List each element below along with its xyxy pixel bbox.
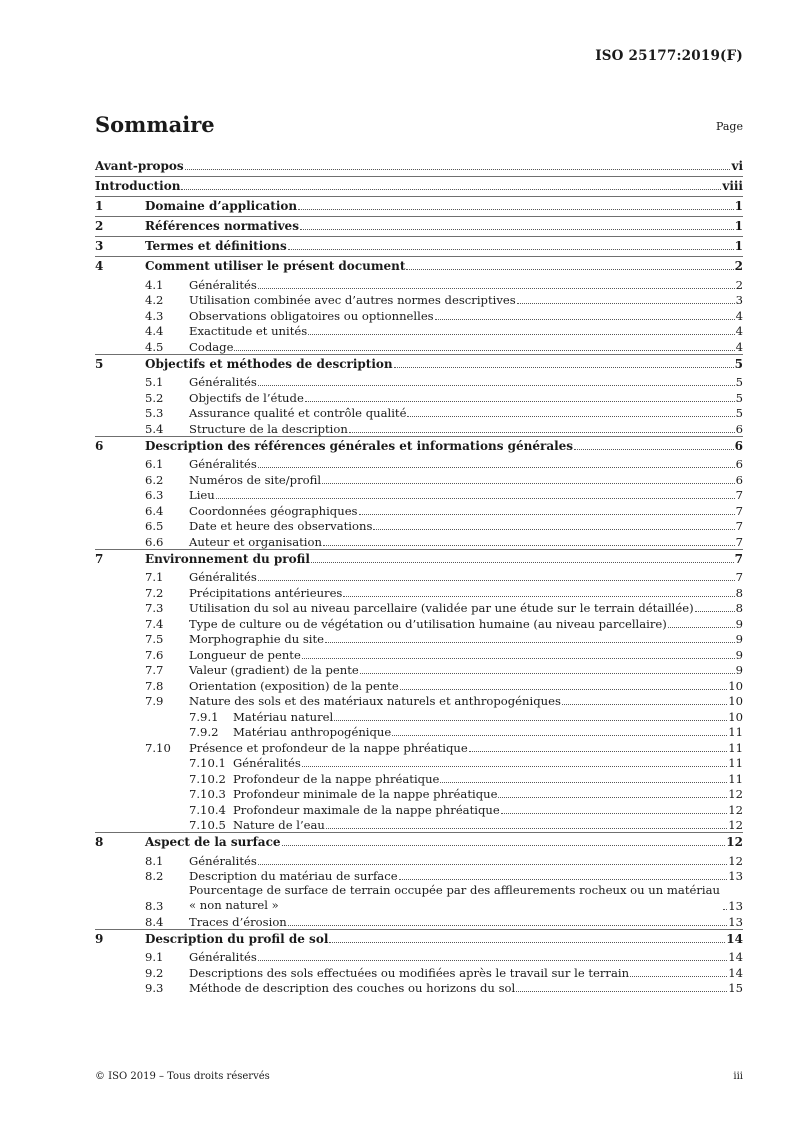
toc-entry-page: 14 — [726, 931, 743, 946]
toc-entry[interactable] — [95, 569, 743, 585]
toc-entry-number: 5.1 — [145, 375, 164, 389]
toc-entry[interactable] — [95, 786, 743, 802]
toc-entry-title: Codage — [189, 339, 234, 354]
toc-entry-page: 4 — [735, 308, 743, 323]
toc-dot-leader — [516, 991, 727, 992]
toc-dot-leader — [400, 689, 728, 690]
toc-entry[interactable] — [95, 817, 743, 833]
toc-entry-page: 1 — [734, 219, 743, 233]
toc-entry[interactable] — [95, 256, 743, 276]
toc-entry-number: 7.10.3 — [189, 787, 226, 801]
toc-dot-leader — [329, 942, 725, 943]
toc-entry-page: 12 — [728, 787, 743, 801]
toc-entry-page: 10 — [728, 678, 743, 693]
toc-entry-number: 4.1 — [145, 277, 164, 292]
toc-entry-number: 2 — [95, 219, 104, 233]
toc-entry-page: 12 — [726, 835, 743, 849]
toc-entry-page: 2 — [735, 277, 743, 292]
toc-entry-page: 4 — [735, 339, 743, 354]
toc-entry-number: 7.1 — [145, 570, 164, 584]
toc-entry[interactable] — [95, 801, 743, 817]
toc-entry[interactable] — [95, 196, 743, 216]
toc-dot-leader — [258, 288, 735, 289]
toc-entry-number: 7.10 — [145, 740, 171, 755]
toc-dot-leader — [308, 334, 734, 335]
toc-entry[interactable] — [95, 471, 743, 487]
toc-dot-leader — [302, 766, 727, 767]
toc-dot-leader — [258, 864, 727, 865]
toc-dot-leader — [258, 467, 735, 468]
toc-entry-number: 9.1 — [145, 950, 164, 964]
toc-entry[interactable] — [95, 518, 743, 534]
toc-entry[interactable] — [95, 883, 743, 913]
toc-entry-number: 6.2 — [145, 472, 164, 487]
toc-entry[interactable] — [95, 156, 743, 176]
toc-entry[interactable] — [95, 323, 743, 339]
toc-entry-number: 7.10.4 — [189, 802, 226, 817]
toc-entry-title: Objectifs et méthodes de description — [145, 356, 393, 371]
toc-entry-number: 7.2 — [145, 585, 164, 600]
toc-entry[interactable] — [95, 646, 743, 662]
toc-dot-leader — [399, 879, 728, 880]
toc-dot-leader — [300, 229, 734, 230]
toc-dot-leader — [258, 580, 735, 581]
toc-entry[interactable] — [95, 600, 743, 616]
toc-entry-title: Généralités — [233, 756, 301, 770]
toc-entry-title: Avant-propos — [95, 159, 184, 173]
toc-entry[interactable] — [95, 405, 743, 421]
toc-entry-title: Objectifs de l’étude — [189, 390, 304, 405]
page-column-label: Page — [715, 120, 743, 133]
toc-entry-title: Auteur et organisation — [189, 534, 322, 549]
toc-dot-leader — [562, 704, 727, 705]
toc-entry-title: Description du matériau de surface — [189, 869, 398, 883]
toc-entry-title: Valeur (gradient) de la pente — [189, 663, 359, 677]
toc-entry-page: 12 — [728, 853, 743, 868]
toc-entry-number: 7.10.2 — [189, 771, 226, 786]
toc-entry[interactable] — [95, 584, 743, 600]
toc-entry-number: 3 — [95, 239, 104, 253]
toc-entry-title: Domaine d’application — [145, 199, 298, 213]
toc-entry-title: Longueur de pente — [189, 647, 301, 662]
toc-entry-page: 9 — [735, 663, 743, 677]
toc-dot-leader — [406, 269, 733, 270]
toc-entry-page: 11 — [728, 756, 743, 770]
toc-entry-number: 7.10.5 — [189, 818, 226, 832]
toc-entry-page: 12 — [728, 818, 743, 832]
toc-dot-leader — [501, 813, 728, 814]
toc-entry[interactable] — [95, 549, 743, 569]
toc-entry-title: Date et heure des observations — [189, 519, 373, 533]
toc-entry-number: 9.2 — [145, 965, 164, 980]
toc-dot-leader — [407, 416, 734, 417]
toc-entry-title: Termes et définitions — [145, 239, 287, 253]
toc-entry-title: Introduction — [95, 179, 181, 193]
toc-entry[interactable] — [95, 868, 743, 884]
toc-dot-leader — [498, 797, 727, 798]
toc-entry[interactable] — [95, 631, 743, 647]
toc-entry-number: 7.3 — [145, 601, 164, 615]
toc-entry-title: Généralités — [189, 457, 257, 471]
toc-entry-title: Description du profil de sol — [145, 931, 329, 946]
toc-entry-page: 10 — [728, 709, 743, 724]
toc-entry-page: 5 — [735, 406, 743, 420]
toc-entry-page: 7 — [735, 503, 743, 518]
toc-entry-number: 5.3 — [145, 406, 164, 420]
toc-entry-title: Description des références générales et informations générales — [145, 438, 574, 453]
toc-entry-title: Profondeur de la nappe phréatique — [233, 771, 440, 786]
toc-dot-leader — [282, 845, 726, 846]
toc-entry-page: 6 — [735, 457, 743, 471]
toc-dot-leader — [343, 596, 734, 597]
toc-entry-number: 4.5 — [145, 339, 164, 354]
toc-entry-title: Structure de la description — [189, 421, 348, 436]
toc-dot-leader — [349, 432, 735, 433]
toc-dot-leader — [695, 611, 735, 612]
toc-entry-title: Matériau anthropogénique — [233, 725, 392, 739]
toc-entry[interactable] — [95, 292, 743, 308]
toc-entry-page: 5 — [734, 356, 743, 371]
toc-entry-title: Profondeur minimale de la nappe phréatique — [233, 787, 498, 801]
toc-entry-number: 5.4 — [145, 421, 164, 436]
toc-entry-title: Méthode de description des couches ou horizons du sol — [189, 981, 516, 995]
toc-entry[interactable] — [95, 832, 743, 852]
toc-entry[interactable] — [95, 338, 743, 354]
toc-entry-page: 4 — [735, 324, 743, 338]
toc-entry-number: 8.3 — [145, 899, 164, 913]
toc-entry-title: Généralités — [189, 853, 257, 868]
toc-entry-title: Généralités — [189, 570, 257, 584]
toc-entry-title: Utilisation du sol au niveau parcellaire (validée par une étude sur le terrain détaillée) — [189, 601, 694, 615]
toc-entry-number: 4 — [95, 259, 104, 273]
toc-entry-number: 1 — [95, 199, 104, 213]
toc-entry-number: 7.4 — [145, 616, 164, 631]
toc-entry-title: Généralités — [189, 277, 257, 292]
toc-entry-title: Nature de l’eau — [233, 818, 325, 832]
toc-dot-leader — [394, 367, 734, 368]
toc-dot-leader — [185, 169, 731, 170]
toc-dot-leader — [392, 735, 727, 736]
toc-entry-number: 9.3 — [145, 981, 164, 995]
toc-entry-page: 10 — [728, 694, 743, 708]
toc-entry-title: Exactitude et unités — [189, 324, 308, 338]
toc-entry-page: 13 — [728, 914, 743, 929]
toc-dot-leader — [216, 498, 735, 499]
toc-entry-title: Références normatives — [145, 219, 299, 233]
toc-dot-leader — [440, 782, 727, 783]
toc-entry-title: Comment utiliser le présent document — [145, 259, 406, 273]
toc-entry-title: Lieu — [189, 488, 215, 502]
toc-entry[interactable] — [95, 615, 743, 631]
toc-entry[interactable] — [95, 502, 743, 518]
toc-dot-leader — [323, 545, 735, 546]
toc-entry-title: Généralités — [189, 950, 257, 964]
toc-entry[interactable] — [95, 913, 743, 929]
toc-entry-title: Type de culture ou de végétation ou d’utilisation humaine (au niveau parcellaire) — [189, 616, 667, 631]
toc-entry-number: 9 — [95, 931, 104, 946]
toc-dot-leader — [360, 673, 735, 674]
toc-entry-number: 7.10.1 — [189, 756, 226, 770]
toc-entry-number: 5.2 — [145, 390, 164, 405]
toc-entry[interactable] — [95, 964, 743, 980]
toc-dot-leader — [298, 209, 734, 210]
toc-entry-page: 6 — [735, 472, 743, 487]
toc-entry-number: 6.6 — [145, 534, 164, 549]
toc-entry[interactable] — [95, 389, 743, 405]
toc-entry[interactable] — [95, 677, 743, 693]
toc-entry-title: Présence et profondeur de la nappe phréatique — [189, 740, 468, 755]
toc-entry-number: 7.7 — [145, 663, 164, 677]
toc-dot-leader — [325, 642, 735, 643]
toc-entry-number: 8.1 — [145, 853, 164, 868]
toc-entry-number: 7.9 — [145, 694, 164, 708]
toc-entry-number: 7.9.2 — [189, 725, 219, 739]
toc-entry-title: Utilisation combinée avec d’autres normes descriptives — [189, 293, 516, 307]
toc-entry-number: 7.5 — [145, 632, 164, 646]
toc-entry[interactable] — [95, 216, 743, 236]
toc-entry-title: Précipitations antérieures — [189, 585, 343, 600]
toc-entry-title: Observations obligatoires ou optionnelles — [189, 308, 434, 323]
toc-entry[interactable] — [95, 276, 743, 292]
toc-dot-leader — [302, 658, 735, 659]
toc-entry-page: 9 — [735, 616, 743, 631]
toc-dot-leader — [469, 751, 727, 752]
toc-entry-page: 7 — [734, 551, 743, 566]
toc-entry-number: 6.3 — [145, 488, 164, 502]
toc-entry-page: 13 — [728, 869, 743, 883]
toc-entry-page: 14 — [728, 965, 743, 980]
toc-entry-page: 9 — [735, 632, 743, 646]
toc-dot-leader — [574, 449, 734, 450]
toc-entry-number: 8.2 — [145, 869, 164, 883]
toc-entry-page: 3 — [735, 293, 743, 307]
toc-entry[interactable] — [95, 420, 743, 436]
table-of-contents — [95, 156, 743, 995]
toc-dot-leader — [288, 925, 727, 926]
toc-entry[interactable] — [95, 770, 743, 786]
toc-dot-leader — [234, 350, 734, 351]
toc-entry[interactable] — [95, 693, 743, 709]
toc-entry-page: 12 — [728, 802, 743, 817]
toc-entry-page: 8 — [735, 601, 743, 615]
toc-entry-number: 6 — [95, 438, 104, 453]
toc-dot-leader — [288, 249, 734, 250]
toc-dot-leader — [334, 720, 727, 721]
toc-dot-leader — [359, 514, 735, 515]
toc-entry-page: 1 — [734, 239, 743, 253]
toc-entry[interactable] — [95, 739, 743, 755]
toc-entry[interactable] — [95, 533, 743, 549]
toc-entry-number: 6.4 — [145, 503, 164, 518]
document-id: ISO 25177:2019(F) — [595, 48, 743, 64]
toc-entry-page: 14 — [728, 950, 743, 964]
toc-dot-leader — [435, 319, 735, 320]
toc-entry-page: 13 — [728, 899, 743, 913]
toc-dot-leader — [326, 828, 727, 829]
toc-entry[interactable] — [95, 929, 743, 949]
toc-dot-leader — [373, 529, 734, 530]
toc-entry-page: 15 — [728, 981, 743, 995]
toc-entry-number: 7.8 — [145, 678, 164, 693]
toc-entry-number: 7 — [95, 551, 104, 566]
toc-entry[interactable] — [95, 487, 743, 503]
toc-entry-title: Matériau naturel — [233, 709, 334, 724]
toc-entry[interactable] — [95, 724, 743, 740]
toc-entry[interactable] — [95, 755, 743, 771]
toc-entry[interactable] — [95, 436, 743, 456]
toc-entry[interactable] — [95, 662, 743, 678]
toc-entry-number: 7.6 — [145, 647, 164, 662]
footer-copyright: © ISO 2019 – Tous droits réservés — [95, 1071, 270, 1082]
toc-dot-leader — [311, 562, 734, 563]
toc-entry[interactable] — [95, 354, 743, 374]
toc-dot-leader — [258, 385, 735, 386]
toc-entry-title: Traces d’érosion — [189, 914, 287, 929]
toc-entry-title: Aspect de la surface — [145, 835, 281, 849]
toc-entry-page: vi — [731, 159, 743, 173]
toc-entry[interactable] — [95, 307, 743, 323]
toc-entry-number: 7.9.1 — [189, 709, 219, 724]
toc-entry-page: 11 — [728, 740, 743, 755]
toc-dot-leader — [258, 960, 727, 961]
toc-entry-page: 1 — [734, 199, 743, 213]
toc-entry-number: 6.5 — [145, 519, 164, 533]
toc-dot-leader — [322, 483, 735, 484]
toc-entry-title: Profondeur maximale de la nappe phréatique — [233, 802, 500, 817]
toc-dot-leader — [305, 401, 735, 402]
toc-entry-title: Numéros de site/profil — [189, 472, 322, 487]
toc-entry-title: Nature des sols et des matériaux naturels et anthropogéniques — [189, 694, 561, 708]
toc-entry[interactable] — [95, 852, 743, 868]
toc-entry[interactable] — [95, 949, 743, 965]
toc-entry-title: Morphographie du site — [189, 632, 325, 646]
toc-entry-page: 9 — [735, 647, 743, 662]
toc-entry[interactable] — [95, 374, 743, 390]
toc-entry-page: 7 — [735, 570, 743, 584]
toc-entry-page: 7 — [735, 519, 743, 533]
toc-entry-number: 5 — [95, 356, 104, 371]
toc-entry-page: 5 — [735, 375, 743, 389]
toc-entry[interactable] — [95, 176, 743, 196]
toc-entry-page: 11 — [728, 725, 743, 739]
toc-entry-title: Orientation (exposition) de la pente — [189, 678, 399, 693]
toc-dot-leader — [668, 627, 735, 628]
toc-entry-title: Environnement du profil — [145, 551, 310, 566]
page-title: Sommaire — [95, 112, 215, 137]
toc-entry[interactable] — [95, 708, 743, 724]
toc-entry-page: 8 — [735, 585, 743, 600]
toc-entry-number: 8 — [95, 835, 104, 849]
toc-entry-title: Généralités — [189, 375, 257, 389]
toc-entry-page: 2 — [734, 259, 743, 273]
toc-dot-leader — [181, 189, 721, 190]
toc-entry-number: 4.3 — [145, 308, 164, 323]
toc-entry-number: 8.4 — [145, 914, 164, 929]
toc-entry-page: 6 — [735, 421, 743, 436]
toc-entry-page: 5 — [735, 390, 743, 405]
toc-entry-number: 4.4 — [145, 324, 164, 338]
toc-entry[interactable] — [95, 456, 743, 472]
toc-entry-number: 4.2 — [145, 293, 164, 307]
toc-entry-title: Descriptions des sols effectuées ou modifiées après le travail sur le terrain — [189, 965, 630, 980]
toc-entry[interactable] — [95, 236, 743, 256]
toc-entry[interactable] — [95, 980, 743, 996]
toc-dot-leader — [630, 976, 727, 977]
toc-dot-leader — [723, 909, 727, 910]
toc-entry-title: Coordonnées géographiques — [189, 503, 358, 518]
toc-entry-page: 7 — [735, 488, 743, 502]
toc-dot-leader — [517, 303, 735, 304]
toc-entry-number: 6.1 — [145, 457, 164, 471]
footer-page-number: iii — [733, 1071, 743, 1082]
toc-entry-page: 11 — [728, 771, 743, 786]
toc-entry-title: Pourcentage de surface de terrain occupée par des affleurements rocheux ou un matériau « non naturel » — [189, 883, 720, 912]
toc-entry-page: 7 — [735, 534, 743, 549]
toc-entry-page: viii — [722, 179, 743, 193]
toc-entry-title: Assurance qualité et contrôle qualité — [189, 406, 407, 420]
toc-entry-page: 6 — [734, 438, 743, 453]
